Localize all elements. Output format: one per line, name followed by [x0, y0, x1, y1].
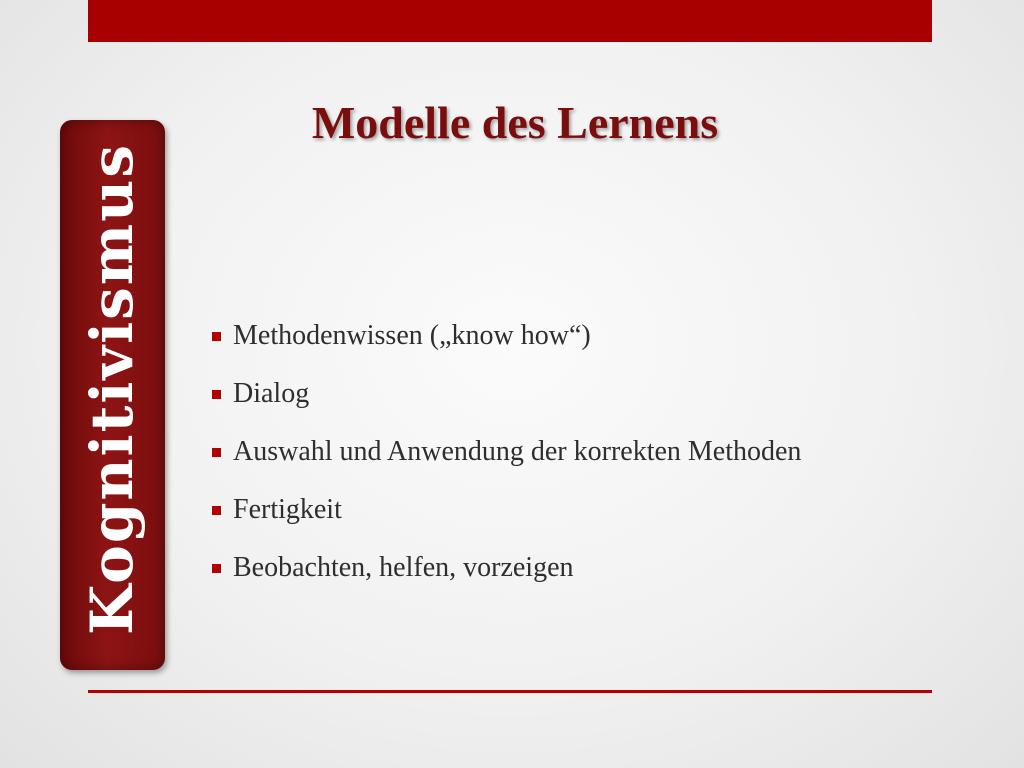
bullet-item — [212, 307, 801, 365]
bullet-item — [212, 539, 801, 597]
square-bullet-icon — [212, 564, 221, 573]
bullet-item — [212, 365, 801, 423]
bullet-item — [212, 481, 801, 539]
square-bullet-icon — [212, 332, 221, 341]
bullet-text: Auswahl und Anwendung der korrekten Methoden — [233, 436, 802, 467]
bullet-item — [212, 423, 801, 481]
bullet-text: Fertigkeit — [233, 494, 342, 525]
square-bullet-icon — [212, 390, 221, 399]
slide-title: Modelle des Lernens — [311, 97, 719, 148]
bottom-divider — [88, 690, 932, 693]
bullet-text: Beobachten, helfen, vorzeigen — [233, 552, 574, 583]
top-accent-bar — [88, 0, 932, 42]
bullet-text: Dialog — [233, 378, 310, 409]
bullet-text: Methodenwissen („know how“) — [233, 320, 591, 351]
bullet-list — [212, 307, 801, 597]
square-bullet-icon — [212, 448, 221, 457]
square-bullet-icon — [212, 506, 221, 515]
side-label: Kognitivismus — [78, 143, 146, 635]
